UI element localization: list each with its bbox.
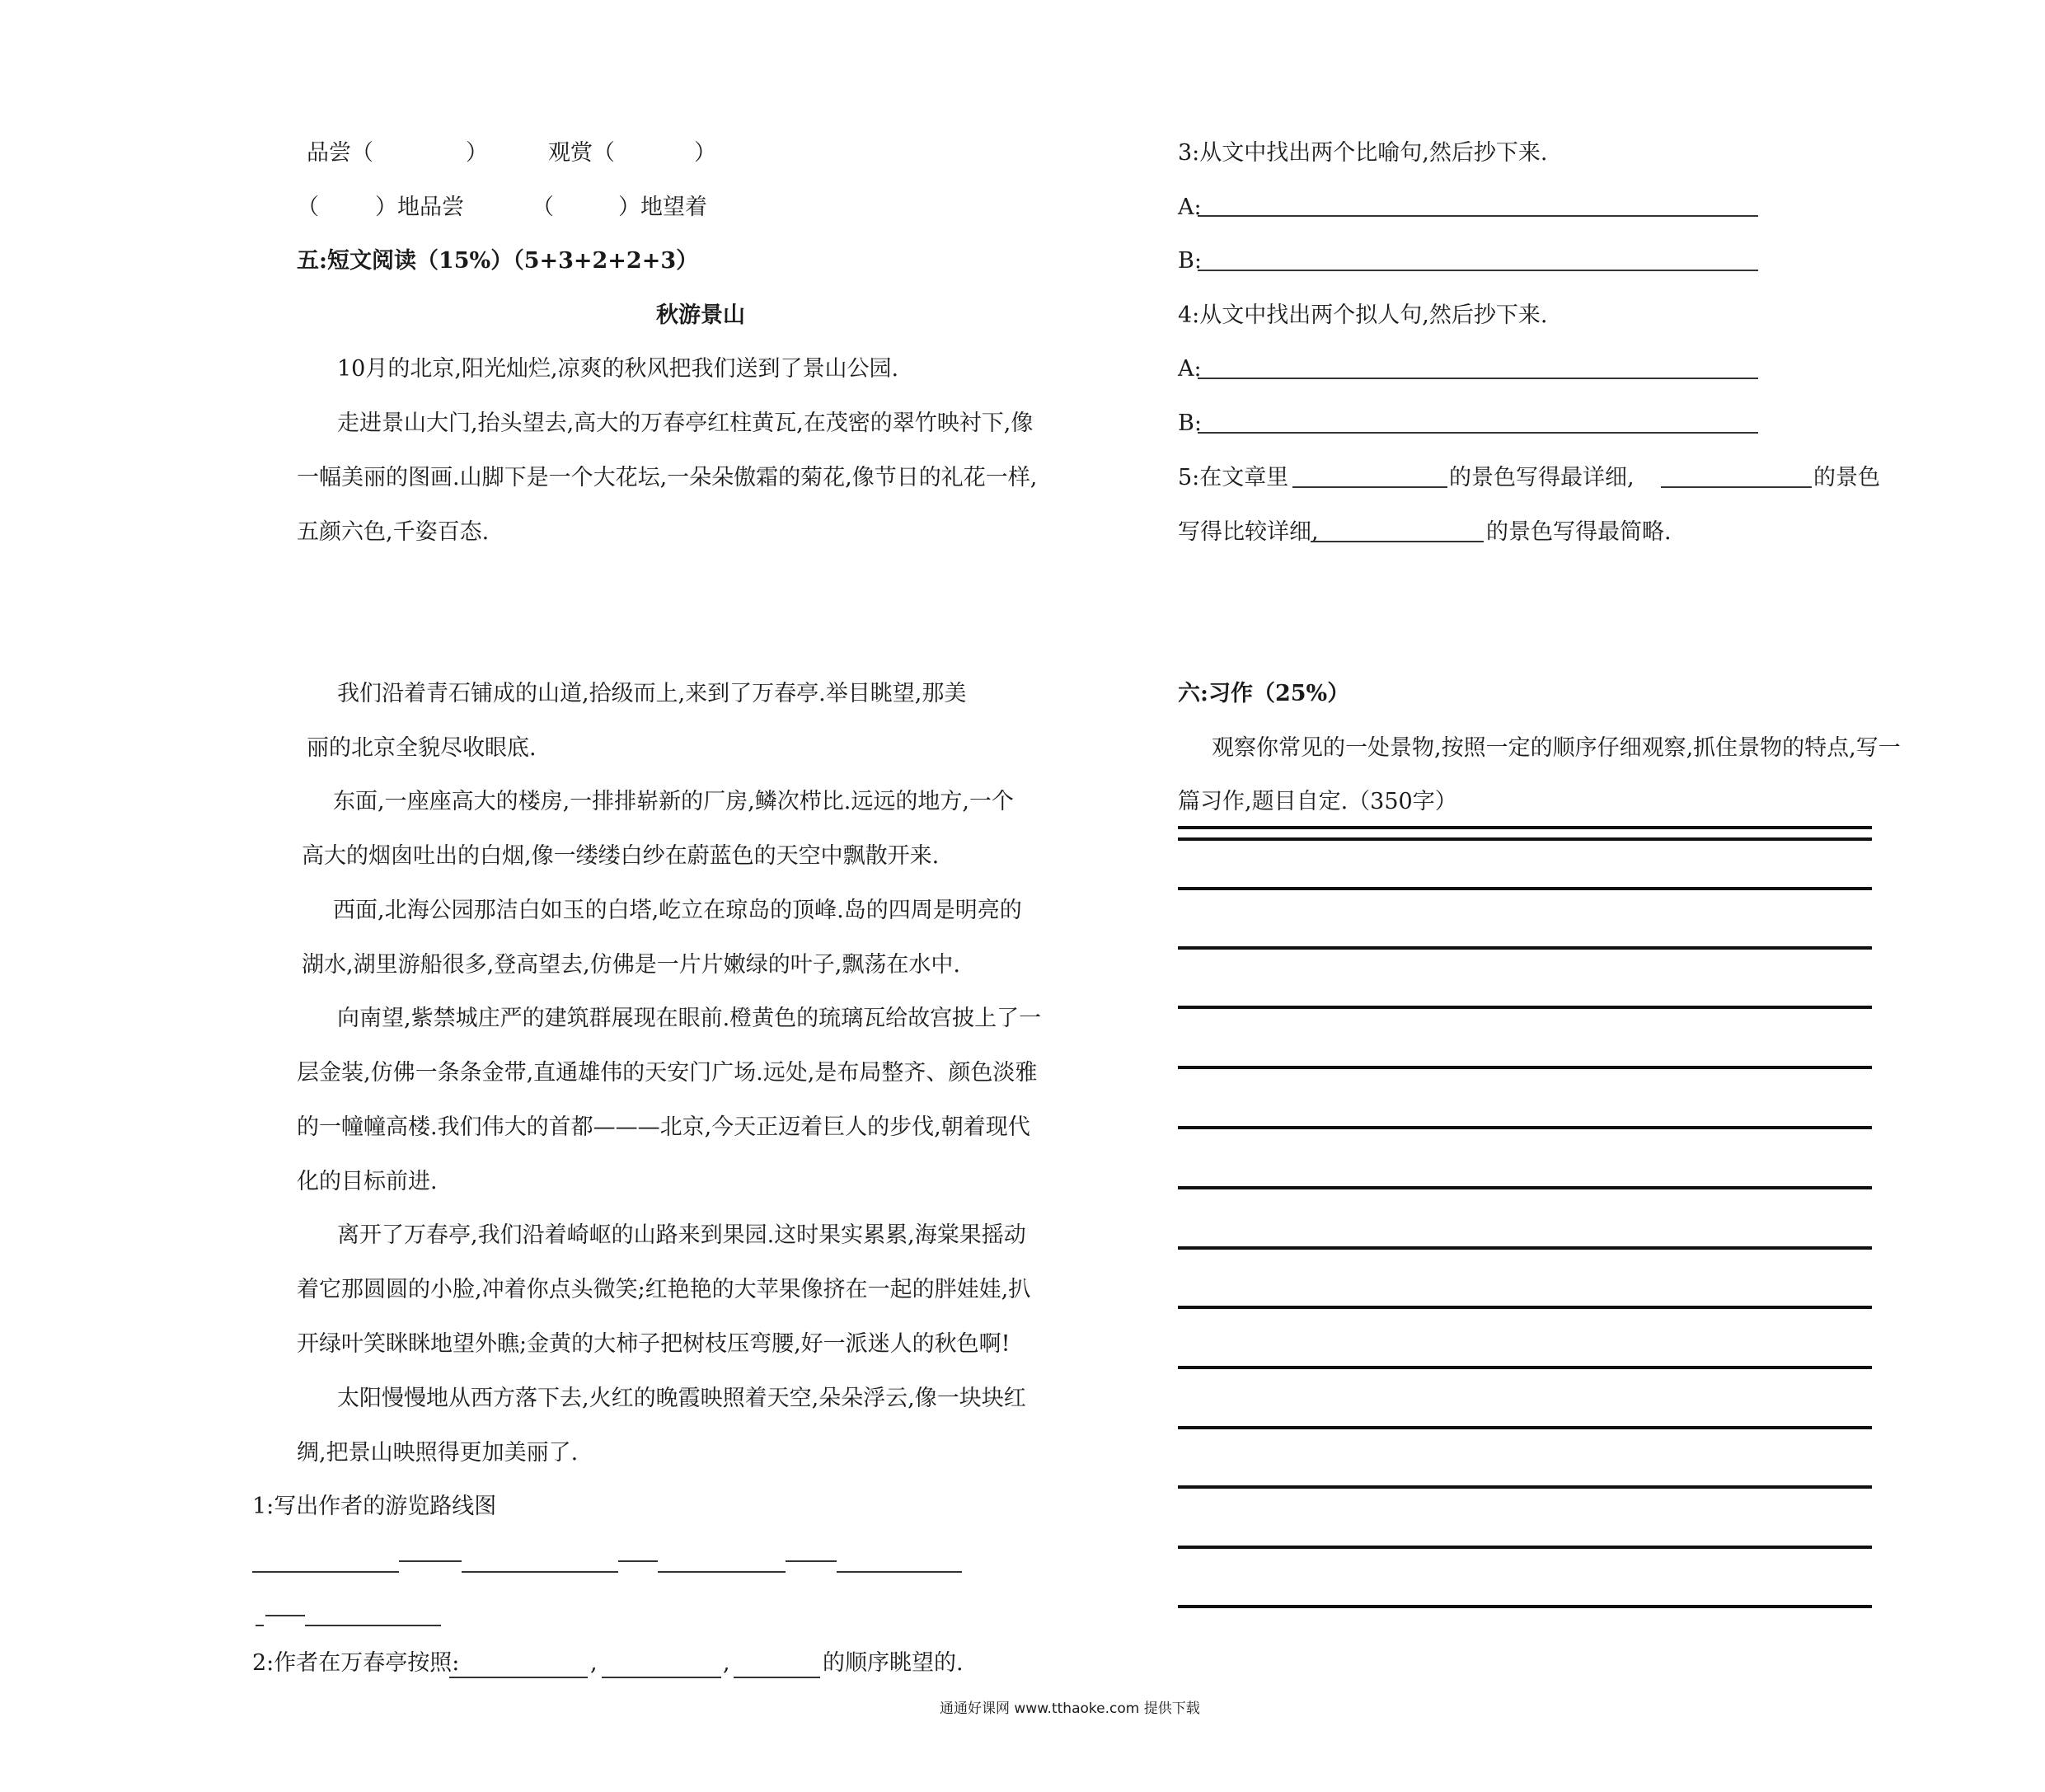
answer-label-a: A:	[1178, 195, 1202, 220]
answer-blank[interactable]	[256, 1625, 264, 1626]
writing-line[interactable]	[1178, 1546, 1872, 1549]
writing-line[interactable]	[1178, 1306, 1872, 1309]
writing-line[interactable]	[1178, 1426, 1872, 1429]
vocab-text: ）地品尝	[375, 195, 464, 220]
answer-line[interactable]	[1198, 432, 1758, 434]
answer-label-b: B:	[1178, 410, 1202, 436]
writing-line[interactable]	[1178, 1366, 1872, 1369]
passage-line: 太阳慢慢地从西方落下去,火红的晚霞映照着天空,朵朵浮云,像一块块红	[337, 1386, 1026, 1411]
passage-line: 一幅美丽的图画.山脚下是一个大花坛,一朵朵傲霜的菊花,像节日的礼花一样,	[297, 465, 1038, 490]
essay-prompt-line: 篇习作,题目自定.（350字）	[1178, 789, 1457, 814]
route-dash	[265, 1615, 305, 1616]
route-dash	[618, 1560, 658, 1562]
writing-line[interactable]	[1178, 1605, 1872, 1608]
writing-line[interactable]	[1178, 1006, 1872, 1009]
writing-line[interactable]	[1178, 837, 1872, 841]
answer-line[interactable]	[1198, 215, 1758, 217]
vocab-text: （	[297, 195, 319, 220]
passage-line: 丽的北京全貌尽收眼底.	[307, 735, 537, 761]
writing-line[interactable]	[1178, 1485, 1872, 1489]
section-6-title: 六:习作（25%）	[1178, 681, 1350, 706]
question-1: 1:写出作者的游览路线图	[252, 1494, 497, 1519]
essay-prompt-line: 观察你常见的一处景物,按照一定的顺序仔细观察,抓住景物的特点,写一	[1212, 735, 1901, 761]
question-2-prefix: 2:作者在万春亭按照:	[252, 1650, 460, 1676]
question-4: 4:从文中找出两个拟人句,然后抄下来.	[1178, 303, 1548, 328]
writing-line[interactable]	[1178, 826, 1872, 829]
answer-blank[interactable]	[252, 1571, 399, 1573]
passage-line: 我们沿着青石铺成的山道,拾级而上,来到了万春亭.举目眺望,那美	[337, 681, 967, 706]
vocab-text: ）	[466, 140, 488, 166]
passage-line: 湖水,湖里游船很多,登高望去,仿佛是一片片嫩绿的叶子,飘荡在水中.	[302, 952, 960, 978]
writing-line[interactable]	[1178, 1066, 1872, 1069]
section-5-title: 五:短文阅读（15%）（5+3+2+2+3）	[297, 248, 699, 274]
passage-line: 走进景山大门,抬头望去,高大的万春亭红柱黄瓦,在茂密的翠竹映衬下,像	[337, 410, 1034, 436]
answer-blank[interactable]	[305, 1625, 441, 1626]
answer-blank[interactable]	[602, 1677, 721, 1678]
answer-blank[interactable]	[1661, 486, 1812, 488]
passage-line: 化的目标前进.	[297, 1169, 438, 1194]
q5-text: 的景色写得最详细,	[1449, 465, 1635, 490]
question-3: 3:从文中找出两个比喻句,然后抄下来.	[1178, 140, 1548, 166]
q5-text: 5:在文章里	[1178, 465, 1289, 490]
writing-line[interactable]	[1178, 1126, 1872, 1129]
vocab-text: ）地望着	[618, 195, 707, 220]
passage-line: 五颜六色,千姿百态.	[297, 519, 490, 545]
passage-line: 层金装,仿佛一条条金带,直通雄伟的天安门广场.远处,是布局整齐、颜色淡雅	[297, 1060, 1038, 1086]
writing-line[interactable]	[1178, 946, 1872, 950]
passage-line: 向南望,紫禁城庄严的建筑群展现在眼前.橙黄色的琉璃瓦给故宫披上了一	[337, 1006, 1042, 1031]
writing-line[interactable]	[1178, 1246, 1872, 1250]
passage-line: 着它那圆圆的小脸,冲着你点头微笑;红艳艳的大苹果像挤在一起的胖娃娃,扒	[297, 1277, 1031, 1302]
page-footer: 通通好课网 www.tthaoke.com 提供下载	[940, 1701, 1200, 1717]
passage-line: 开绿叶笑眯眯地望外瞧;金黄的大柿子把树枝压弯腰,好一派迷人的秋色啊!	[297, 1331, 1011, 1357]
answer-blank[interactable]	[449, 1677, 588, 1678]
answer-blank[interactable]	[1292, 486, 1447, 488]
route-dash	[786, 1560, 837, 1562]
passage-line: 离开了万春亭,我们沿着崎岖的山路来到果园.这时果实累累,海棠果摇动	[337, 1222, 1026, 1248]
answer-blank[interactable]	[734, 1677, 820, 1678]
vocab-text: （	[532, 195, 554, 220]
answer-line[interactable]	[1198, 378, 1758, 379]
answer-blank[interactable]	[837, 1571, 962, 1573]
comma: ,	[723, 1650, 730, 1676]
question-2-suffix: 的顺序眺望的.	[823, 1650, 964, 1676]
answer-blank[interactable]	[462, 1571, 618, 1573]
vocab-text: ）	[694, 140, 716, 166]
passage-line: 西面,北海公园那洁白如玉的白塔,屹立在琼岛的顶峰.岛的四周是明亮的	[333, 898, 1022, 923]
answer-label-a: A:	[1178, 356, 1202, 382]
comma: ,	[590, 1650, 598, 1676]
q5-text: 的景色写得最简略.	[1486, 519, 1672, 545]
answer-line[interactable]	[1198, 270, 1758, 271]
route-dash	[399, 1560, 462, 1562]
passage-line: 的一幢幢高楼.我们伟大的首都———北京,今天正迈着巨人的步伐,朝着现代	[297, 1114, 1030, 1140]
passage-line: 绸,把景山映照得更加美丽了.	[297, 1440, 579, 1466]
answer-blank[interactable]	[1311, 541, 1484, 542]
answer-blank[interactable]	[658, 1571, 786, 1573]
q5-text: 写得比较详细,	[1178, 519, 1319, 545]
passage-para-1: 10月的北京,阳光灿烂,凉爽的秋风把我们送到了景山公园.	[337, 356, 899, 382]
passage-line: 高大的烟囱吐出的白烟,像一缕缕白纱在蔚蓝色的天空中飘散开来.	[302, 843, 940, 869]
q5-text: 的景色	[1813, 465, 1880, 490]
passage-title: 秋游景山	[656, 303, 745, 328]
vocab-text: 观赏（	[548, 140, 615, 166]
answer-label-b: B:	[1178, 248, 1202, 274]
writing-line[interactable]	[1178, 887, 1872, 890]
writing-line[interactable]	[1178, 1186, 1872, 1189]
passage-line: 东面,一座座高大的楼房,一排排崭新的厂房,鳞次栉比.远远的地方,一个	[333, 789, 1014, 814]
vocab-text: 品尝（	[307, 140, 373, 166]
